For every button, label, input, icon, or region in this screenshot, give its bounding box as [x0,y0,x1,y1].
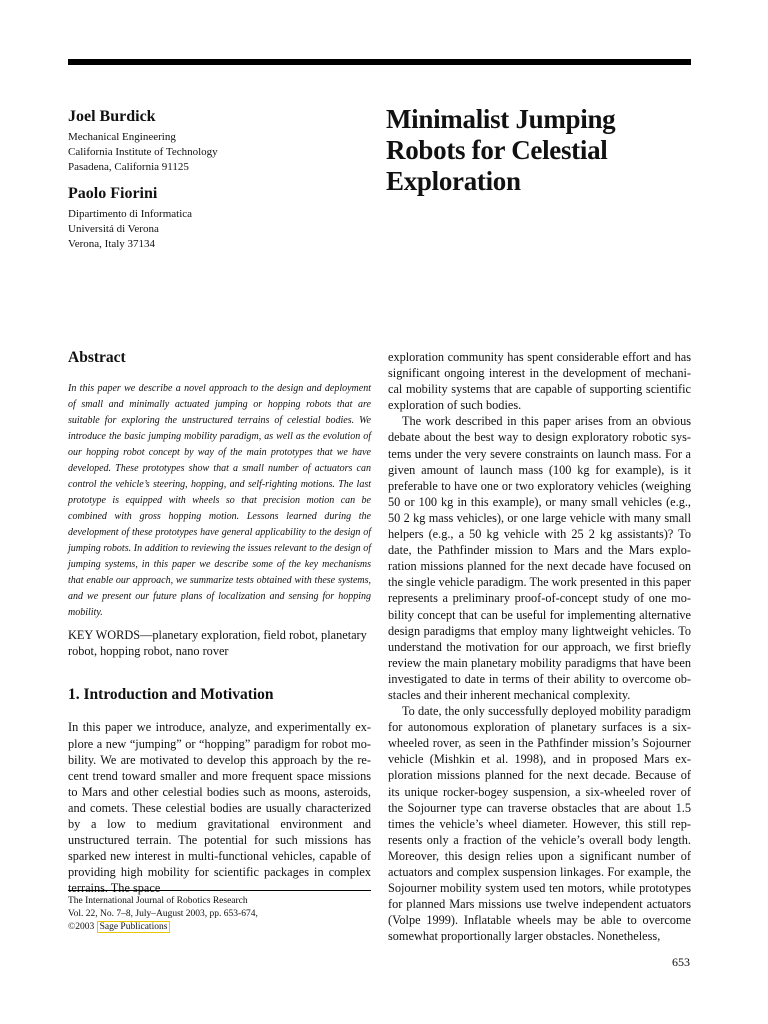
copyright-line [68,921,371,934]
author-name: Paolo Fiorini [68,185,158,202]
section-heading: 1. Introduction and Motivation [68,686,274,704]
left-column [68,348,371,896]
publisher-link[interactable]: Sage Publications [97,921,171,933]
copyright-prefix: ©2003 [68,922,97,932]
author-affiliation-line: Dipartimento di Informatica [68,208,193,220]
top-rule [68,59,691,65]
title-line: Minimalist Jumping [386,104,616,134]
abstract-heading: Abstract [68,349,126,366]
body-paragraph: exploration community has spent considerable effort and has significant ongoing interest in the development of mechanical mobility systems that are capable of supporting scientific exploration of such bodies. [388,350,691,413]
journal-volume: Vol. 22, No. 7–8, July–August 2003, pp. 653-674, [68,909,258,919]
body-paragraph: In this paper we introduce, analyze, and experimentally explore a new “jumping” or “hopping” paradigm for robot mobility. We are motivated to develop this approach by the recent trend toward smaller and more frequent space missions to Mars and other celestial bodies such as moons, asteroids, and comets. These celestial bodies are usually characterized by a low to medium gravitational environment and unstructured terrain. The potential for such missions has sparked new interest in multi-functional vehicles, capable of providing high mobility for scientific packages in complex terrains. The space [68,720,371,896]
author-block-burdick [68,107,358,175]
journal-name: The International Journal of Robotics Research [68,896,248,906]
keywords: KEY WORDS—planetary exploration, field robot, planetary robot, hopping robot, nano rover [68,628,367,659]
title-line: Robots for Celestial [386,135,608,165]
abstract-text: In this paper we describe a novel approach to the design and deployment of small and minimally actuated jumping or hopping robots that are suitable for exploring the unstructured terrains of celestial bodies. We introduce the basic jumping mobility paradigm, as well as the evolution of our hopping robot concept by way of the main prototypes that we have developed. These prototypes show that a small number of actuators can control the vehicle’s steering, hopping, and self-righting motions. The last prototype is equipped with wheels so that precision motion can be combined with gross hopping motion. Lessons learned during the development of these prototypes have general applicability to the design of jumping robots. In addition to reviewing the issues relevant to the design of jumping systems, in this paper we describe some of the key mechanisms that enable our approach, we summarize tests obtained with these systems, and we present our future plans of localization and sensing for hopping mobility. [68,383,371,618]
author-affiliation-line: Mechanical Engineering [68,131,176,143]
author-block-fiorini [68,184,358,252]
paper-title [386,104,706,197]
author-affiliation-line: Verona, Italy 37134 [68,238,156,250]
title-line: Exploration [386,166,521,196]
author-name: Joel Burdick [68,108,156,125]
publication-footnote [68,890,371,934]
author-affiliation-line: California Institute of Technology [68,146,218,158]
author-affiliation-line: Pasadena, California 91125 [68,161,189,173]
author-affiliation-line: Universitá di Verona [68,223,159,235]
right-column [388,349,691,944]
page-number: 653 [672,955,690,969]
body-paragraph: The work described in this paper arises from an obvious debate about the best way to design exploratory robotic systems under the very severe constraints on launch mass. For a given amount of launch mass (100 kg for example), is it preferable to have one or two exploratory vehicles (weighing 50 or 100 kg in this example), or many small vehicles (e.g., 50 2 kg mass vehicles), or one large vehicle with many small helpers (e.g., a 50 kg vehicle with 25 2 kg assistants)? To date, the Pathfinder mission to Mars and the Mars exploration missions planned for the next decade have focused on the single vehicle paradigm. The work presented in this paper represents a preliminary proof-of-concept study of one mobility concept that can be useful for implementing alternative design paradigms that employ many lightweight vehicles. To understand the motivation for our approach, we first briefly review the main planetary mobility paradigms that have been investigated to date in terms of their ability to overcome obstacles and their inherent mechanical complexity. [388,414,692,702]
body-paragraph: To date, the only successfully deployed mobility paradigm for autonomous exploration of planetary surfaces is a six-wheeled rover, as seen in the Pathfinder mission’s Sojourner vehicle (Mishkin et al. 1998), and in proposed Mars exploration missions planned for the next decade. Because of its unique rocker-bogey suspension, a six-wheeled rover of the Sojourner type can traverse obstacles that are about 1.5 times the vehicle’s wheel diameter. However, this still represents only a fraction of the vehicle’s overall body length. Moreover, this design relies upon a significant number of actuators and complex suspension linkages. For example, the Sojourner mobility system used ten motors, while prototypes for planned Mars missions use twelve independent actuators (Volpe 1999). Inflatable wheels may be able to overcome somewhat proportionally larger obstacles. Nonetheless, [388,704,691,944]
